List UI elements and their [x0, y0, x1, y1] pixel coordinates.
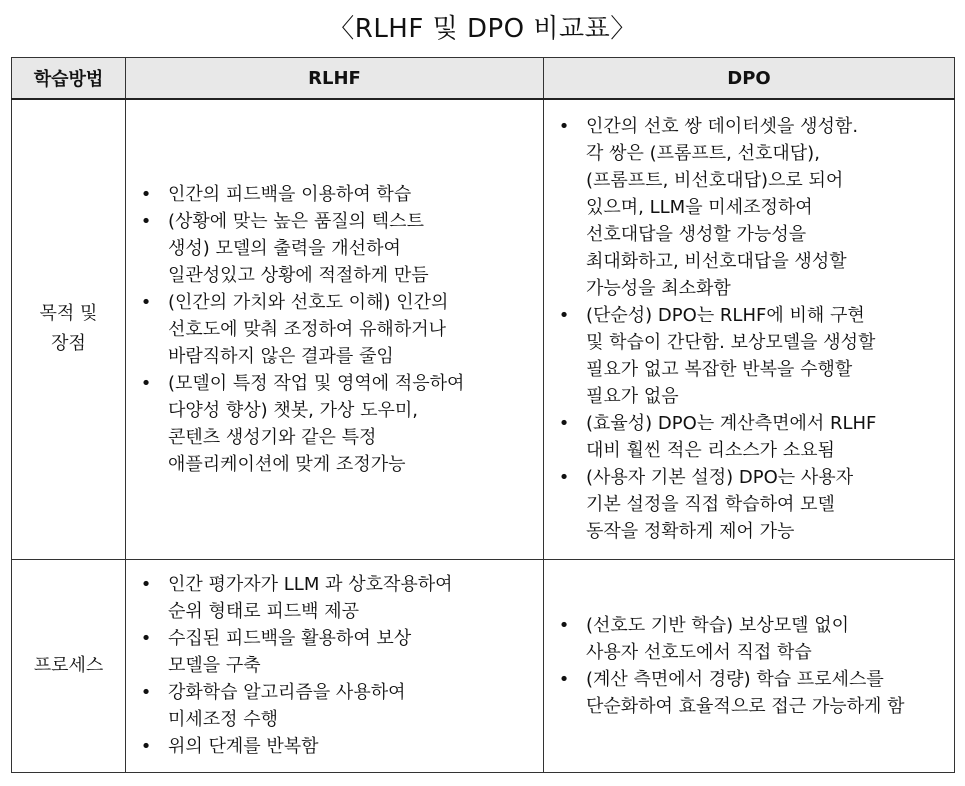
bullet-text-line: (프롬프트, 비선호대답)으로 되어 [586, 170, 844, 192]
bullet-dot-icon: • [140, 736, 152, 757]
row-label [12, 559, 126, 772]
row-label-line: 장점 [51, 333, 86, 355]
bullet-dot-icon: • [140, 682, 152, 703]
bullet-item [136, 289, 537, 370]
bullet-text-line: 콘텐츠 생성기와 같은 특정 [168, 426, 377, 448]
bullet-text-line: 가능성을 최소화함 [586, 278, 731, 300]
bullet-text-line: (계산 측면에서 경량) 학습 프로세스를 [586, 668, 884, 690]
bullet-text-line: 미세조정 수행 [168, 709, 279, 730]
row-process [12, 559, 955, 772]
bullet-text-line: 모델을 구축 [168, 655, 261, 676]
row-label-line: 목적 및 [39, 303, 98, 325]
bullet-text-line: 위의 단계를 반복함 [168, 736, 319, 757]
bullet-text-line: 있으며, LLM을 미세조정하여 [586, 197, 813, 219]
bullet-text-line: 다양성 향상) 챗봇, 가상 도우미, [168, 399, 419, 421]
bullet-text-line: 인간의 선호 쌍 데이터셋을 생성함. [586, 116, 859, 138]
comparison-table [11, 57, 955, 773]
bullet-list [136, 181, 537, 478]
bullet-text-line: (상황에 맞는 높은 품질의 텍스트 [168, 210, 424, 232]
bullet-text-line: 각 쌍은 (프롬프트, 선호대답), [586, 143, 820, 165]
dpo-cell [544, 99, 955, 559]
bullet-item [554, 464, 948, 545]
bullet-list [554, 612, 948, 720]
bullet-item [136, 370, 537, 478]
header-dpo: DPO [544, 58, 955, 100]
bullet-dot-icon: • [558, 116, 570, 138]
bullet-text-line: 최대화하고, 비선호대답을 생성할 [586, 251, 847, 273]
bullet-dot-icon: • [558, 668, 570, 690]
bullet-item [136, 208, 537, 289]
bullet-item [136, 733, 537, 760]
header-method: 학습방법 [12, 58, 126, 100]
bullet-text-line: (사용자 기본 설정) DPO는 사용자 [586, 467, 854, 489]
bullet-text-line: (단순성) DPO는 RLHF에 비해 구현 [586, 305, 865, 327]
bullet-dot-icon: • [140, 574, 152, 595]
header-rlhf: RLHF [126, 58, 544, 100]
bullet-list [136, 571, 537, 760]
row-label-line: 프로세스 [33, 654, 104, 676]
bullet-text-line: 인간의 피드백을 이용하여 학습 [168, 183, 412, 205]
bullet-text-line: 애플리케이션에 맞게 조정가능 [168, 453, 406, 475]
bullet-list [554, 113, 948, 545]
rlhf-cell [126, 559, 544, 772]
bullet-dot-icon: • [140, 372, 152, 394]
bullet-text-line: (모델이 특정 작업 및 영역에 적응하여 [168, 372, 465, 394]
bullet-item [136, 181, 537, 208]
bullet-text-line: 및 학습이 간단함. 보상모델을 생성할 [586, 332, 876, 354]
bullet-text-line: (선호도 기반 학습) 보상모델 없이 [586, 614, 849, 636]
bullet-text-line: 선호대답을 생성할 가능성을 [586, 224, 807, 246]
row-label [12, 99, 126, 559]
bullet-text-line: 필요가 없고 복잡한 반복을 수행할 [586, 359, 853, 381]
bullet-item [554, 612, 948, 666]
bullet-text-line: 순위 형태로 피드백 제공 [168, 601, 360, 622]
row-purpose [12, 99, 955, 559]
bullet-text-line: 단순화하여 효율적으로 접근 가능하게 함 [586, 695, 905, 717]
bullet-text-line: 필요가 없음 [586, 386, 679, 408]
bullet-text-line: 바람직하지 않은 결과를 줄임 [168, 345, 394, 367]
bullet-item [554, 410, 948, 464]
bullet-item [554, 302, 948, 410]
bullet-text-line: 일관성있고 상황에 적절하게 만듬 [168, 264, 429, 286]
bullet-dot-icon: • [140, 183, 152, 205]
header-row [12, 58, 955, 100]
bullet-text-line: (인간의 가치와 선호도 이해) 인간의 [168, 291, 449, 313]
bullet-text-line: 대비 훨씬 적은 리소스가 소요됨 [586, 440, 835, 462]
bullet-item [554, 666, 948, 720]
bullet-text-line: 인간 평가자가 LLM 과 상호작용하여 [168, 574, 453, 595]
bullet-item [136, 571, 537, 625]
bullet-text-line: 강화학습 알고리즘을 사용하여 [168, 682, 406, 703]
bullet-dot-icon: • [558, 413, 570, 435]
bullet-item [554, 113, 948, 302]
bullet-dot-icon: • [140, 210, 152, 232]
bullet-dot-icon: • [558, 467, 570, 489]
bullet-text-line: (효율성) DPO는 계산측면에서 RLHF [586, 413, 877, 435]
bullet-text-line: 동작을 정확하게 제어 가능 [586, 521, 795, 543]
bullet-item [136, 625, 537, 679]
bullet-dot-icon: • [140, 628, 152, 649]
dpo-cell [544, 559, 955, 772]
bullet-dot-icon: • [558, 614, 570, 636]
bullet-text-line: 기본 설정을 직접 학습하여 모델 [586, 494, 835, 516]
bullet-dot-icon: • [558, 305, 570, 327]
bullet-dot-icon: • [140, 291, 152, 313]
rlhf-cell [126, 99, 544, 559]
bullet-text-line: 사용자 선호도에서 직접 학습 [586, 641, 812, 663]
bullet-text-line: 선호도에 맞춰 조정하여 유해하거나 [168, 318, 446, 340]
bullet-item [136, 679, 537, 733]
document-title: 〈RLHF 및 DPO 비교표〉 [328, 14, 637, 44]
bullet-text-line: 생성) 모델의 출력을 개선하여 [168, 237, 401, 259]
bullet-text-line: 수집된 피드백을 활용하여 보상 [168, 628, 412, 649]
